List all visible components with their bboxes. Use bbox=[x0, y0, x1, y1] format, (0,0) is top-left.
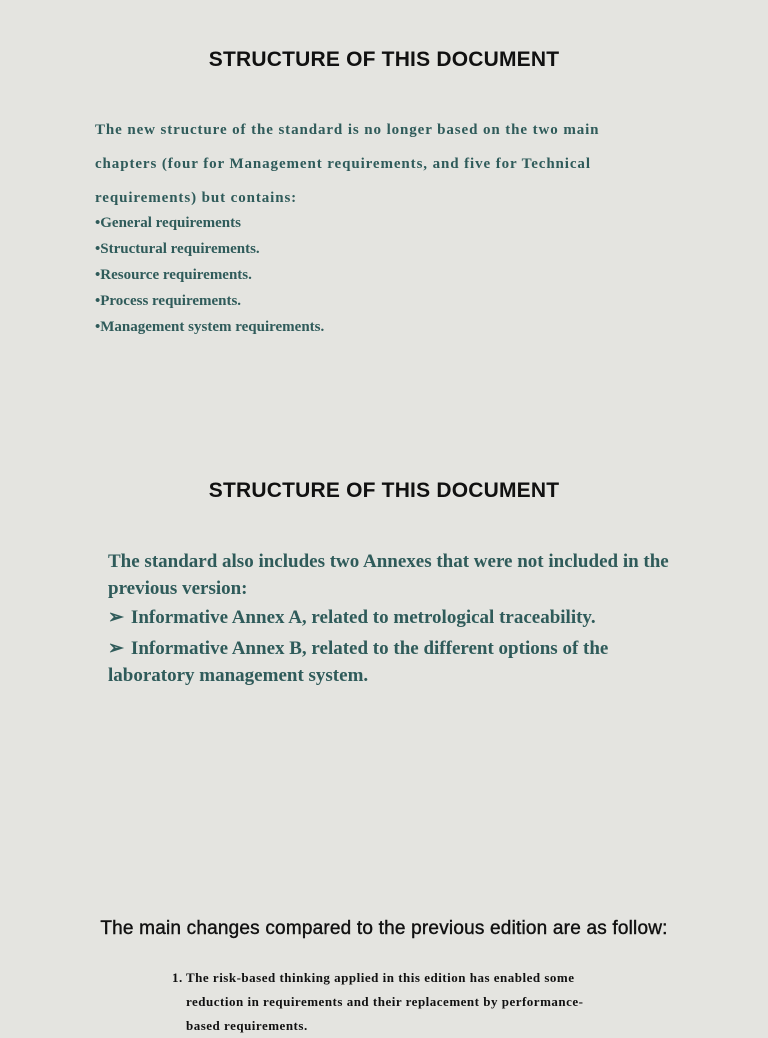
list-item: •Management system requirements. bbox=[95, 319, 325, 335]
section-title: STRUCTURE OF THIS DOCUMENT bbox=[208, 48, 560, 71]
list-item: •Resource requirements. bbox=[95, 267, 252, 283]
annex-list bbox=[108, 604, 688, 693]
list-item: •Process requirements. bbox=[95, 293, 242, 309]
intro-paragraph: The standard also includes two Annexes that were not included in the previous version: bbox=[108, 551, 669, 599]
list-item bbox=[108, 604, 688, 631]
arrow-bullet-icon: ➢ bbox=[108, 638, 124, 659]
item-text-line: reduction in requirements and their replacement by performance- bbox=[186, 994, 584, 1009]
item-text-line: The risk-based thinking applied in this edition has enabled some bbox=[186, 970, 575, 985]
item-number: 1. bbox=[172, 970, 183, 985]
intro-paragraph: The new structure of the standard is no longer based on the two main chapters (four for Management requirements, and five for Technical requirements) but contains: bbox=[95, 122, 600, 206]
list-item: •General requirements bbox=[95, 215, 241, 231]
requirements-list bbox=[95, 210, 324, 340]
changes-list bbox=[172, 966, 612, 1038]
arrow-bullet-icon: ➢ bbox=[108, 607, 124, 628]
annex-item-text: Informative Annex A, related to metrological traceability. bbox=[130, 607, 596, 628]
annex-item-text: Informative Annex B, related to the different options of the laboratory management system. bbox=[108, 638, 609, 686]
list-item bbox=[172, 966, 612, 1038]
list-item bbox=[108, 635, 688, 689]
section-title: The main changes compared to the previous edition are as follow: bbox=[100, 918, 668, 939]
list-item: •Structural requirements. bbox=[95, 241, 260, 257]
item-text-line: based requirements. bbox=[186, 1018, 308, 1033]
section-title: STRUCTURE OF THIS DOCUMENT bbox=[208, 479, 560, 502]
